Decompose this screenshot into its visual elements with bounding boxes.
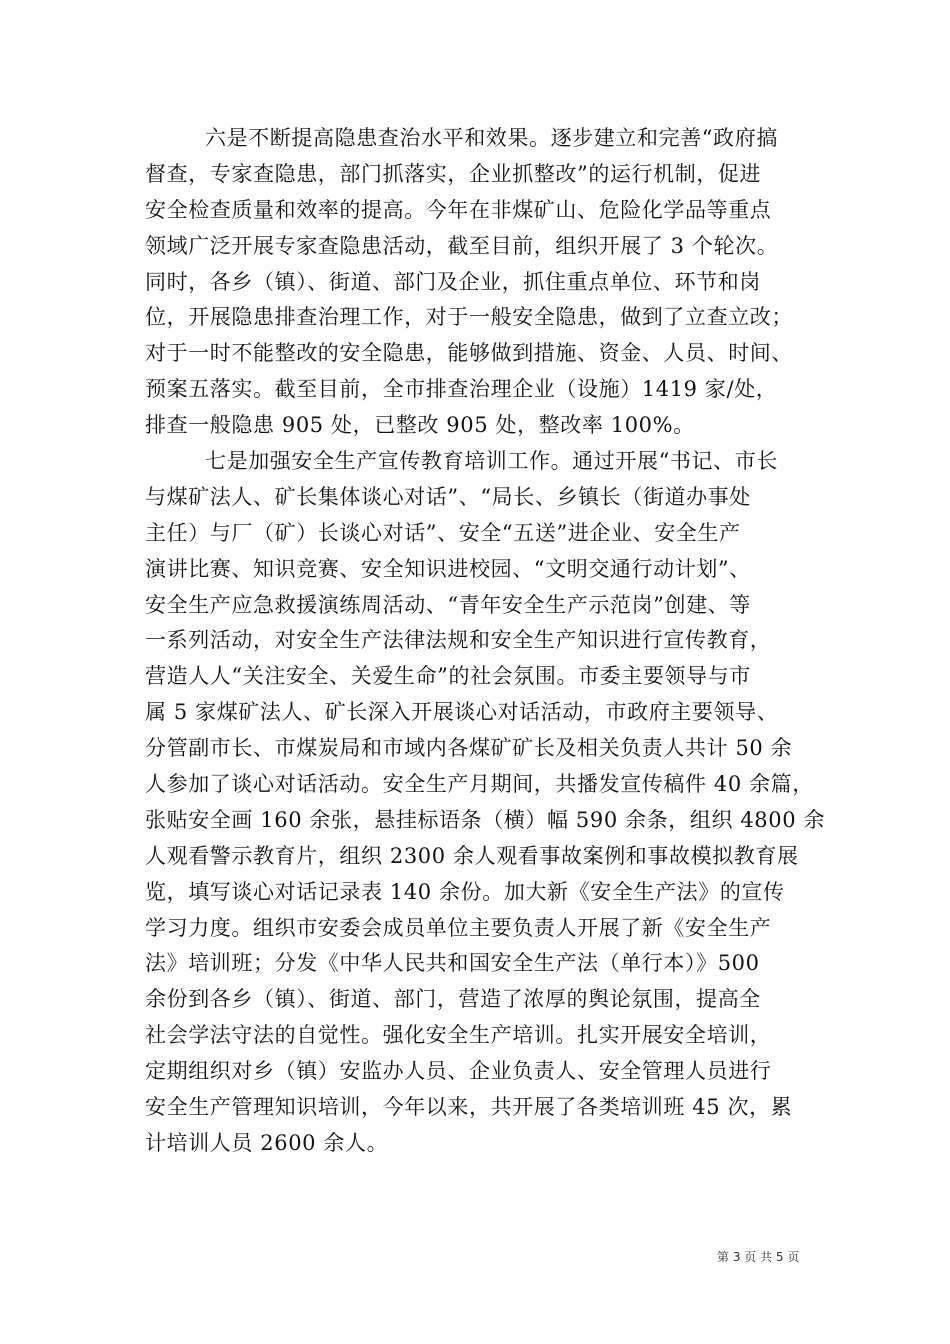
- page-number-footer: 第 3 页 共 5 页: [717, 1250, 800, 1264]
- paragraph-6-line: 领域广泛开展专家查隐患活动，截至目前，组织开展了 3 个轮次。: [145, 233, 779, 258]
- paragraph-7-line: 分管副市长、市煤炭局和市域内各煤矿矿长及相关负责人共计 50 余: [145, 736, 793, 761]
- paragraph-6-line: 同时，各乡（镇）、街道、部门及企业，抓住重点单位、环节和岗: [145, 269, 761, 294]
- paragraph-7-line: 演讲比赛、知识竞赛、安全知识进校园、“文明交通行动计划”、: [145, 556, 751, 581]
- paragraph-6-line: 对于一时不能整改的安全隐患，能够做到措施、资金、人员、时间、: [145, 341, 793, 366]
- paragraph-7-line: 主任）与厂（矿）长谈心对话”、安全“五送”进企业、安全生产: [145, 520, 741, 545]
- paragraph-7-line: 与煤矿法人、矿长集体谈心对话”、“局长、乡镇长（街道办事处: [145, 484, 751, 509]
- paragraph-7-line: 社会学法守法的自觉性。强化安全生产培训。扎实开展安全培训，: [145, 1023, 772, 1048]
- paragraph-7-line: 余份到各乡（镇）、街道、部门，营造了浓厚的舆论氛围，提高全: [145, 987, 761, 1012]
- paragraph-7-line: 学习力度。组织市安委会成员单位主要负责人开展了新《安全生产: [145, 915, 772, 940]
- paragraph-7-line: 览，填写谈心对话记录表 140 余份。加大新《安全生产法》的宣传: [145, 879, 785, 904]
- paragraph-7-line: 七是加强安全生产宣传教育培训工作。通过开展“书记、市长: [205, 449, 778, 474]
- paragraph-7-line: 安全生产管理知识培训，今年以来，共开展了各类培训班 45 次，累: [145, 1095, 793, 1120]
- paragraph-7-line: 人参加了谈心对话活动。安全生产月期间，共播发宣传稿件 40 余篇，: [145, 772, 814, 797]
- paragraph-6-line: 安全检查质量和效率的提高。今年在非煤矿山、危险化学品等重点: [145, 197, 772, 222]
- paragraph-7-line: 一系列活动，对安全生产法律法规和安全生产知识进行宣传教育，: [145, 628, 772, 653]
- paragraph-7-line: 张贴安全画 160 余张，悬挂标语条（横）幅 590 余条，组织 4800 余: [145, 807, 826, 832]
- paragraph-6-line: 六是不断提高隐患查治水平和效果。逐步建立和完善“政府搞: [205, 126, 778, 150]
- paragraph-6-line: 督查，专家查隐患，部门抓落实，企业抓整改”的运行机制，促进: [145, 161, 762, 186]
- document-body: [145, 121, 826, 1162]
- paragraph-6-line: 排查一般隐患 905 处，已整改 905 处，整改率 100%。: [145, 413, 695, 438]
- paragraph-7-line: 法》培训班；分发《中华人民共和国安全生产法（单行本）》500: [145, 951, 760, 976]
- paragraph-7-line: 属 5 家煤矿法人、矿长深入开展谈心对话活动，市政府主要领导、: [145, 700, 779, 725]
- paragraph-7-line: 营造人人“关注安全、关爱生命”的社会氛围。市委主要领导与市: [145, 664, 751, 689]
- paragraph-6-line: 位，开展隐患排查治理工作，对于一般安全隐患，做到了立查立改；: [145, 305, 793, 330]
- paragraph-7-line: 人观看警示教育片，组织 2300 余人观看事故案例和事故模拟教育展: [145, 843, 799, 868]
- paragraph-6-line: 预案五落实。截至目前，全市排查治理企业（设施）1419 家/处，: [145, 377, 778, 402]
- paragraph-7-line: 定期组织对乡（镇）安监办人员、企业负责人、安全管理人员进行: [145, 1059, 772, 1084]
- paragraph-7-line: 计培训人员 2600 余人。: [145, 1130, 389, 1155]
- paragraph-7-line: 安全生产应急救援演练周活动、“青年安全生产示范岗”创建、等: [145, 592, 751, 617]
